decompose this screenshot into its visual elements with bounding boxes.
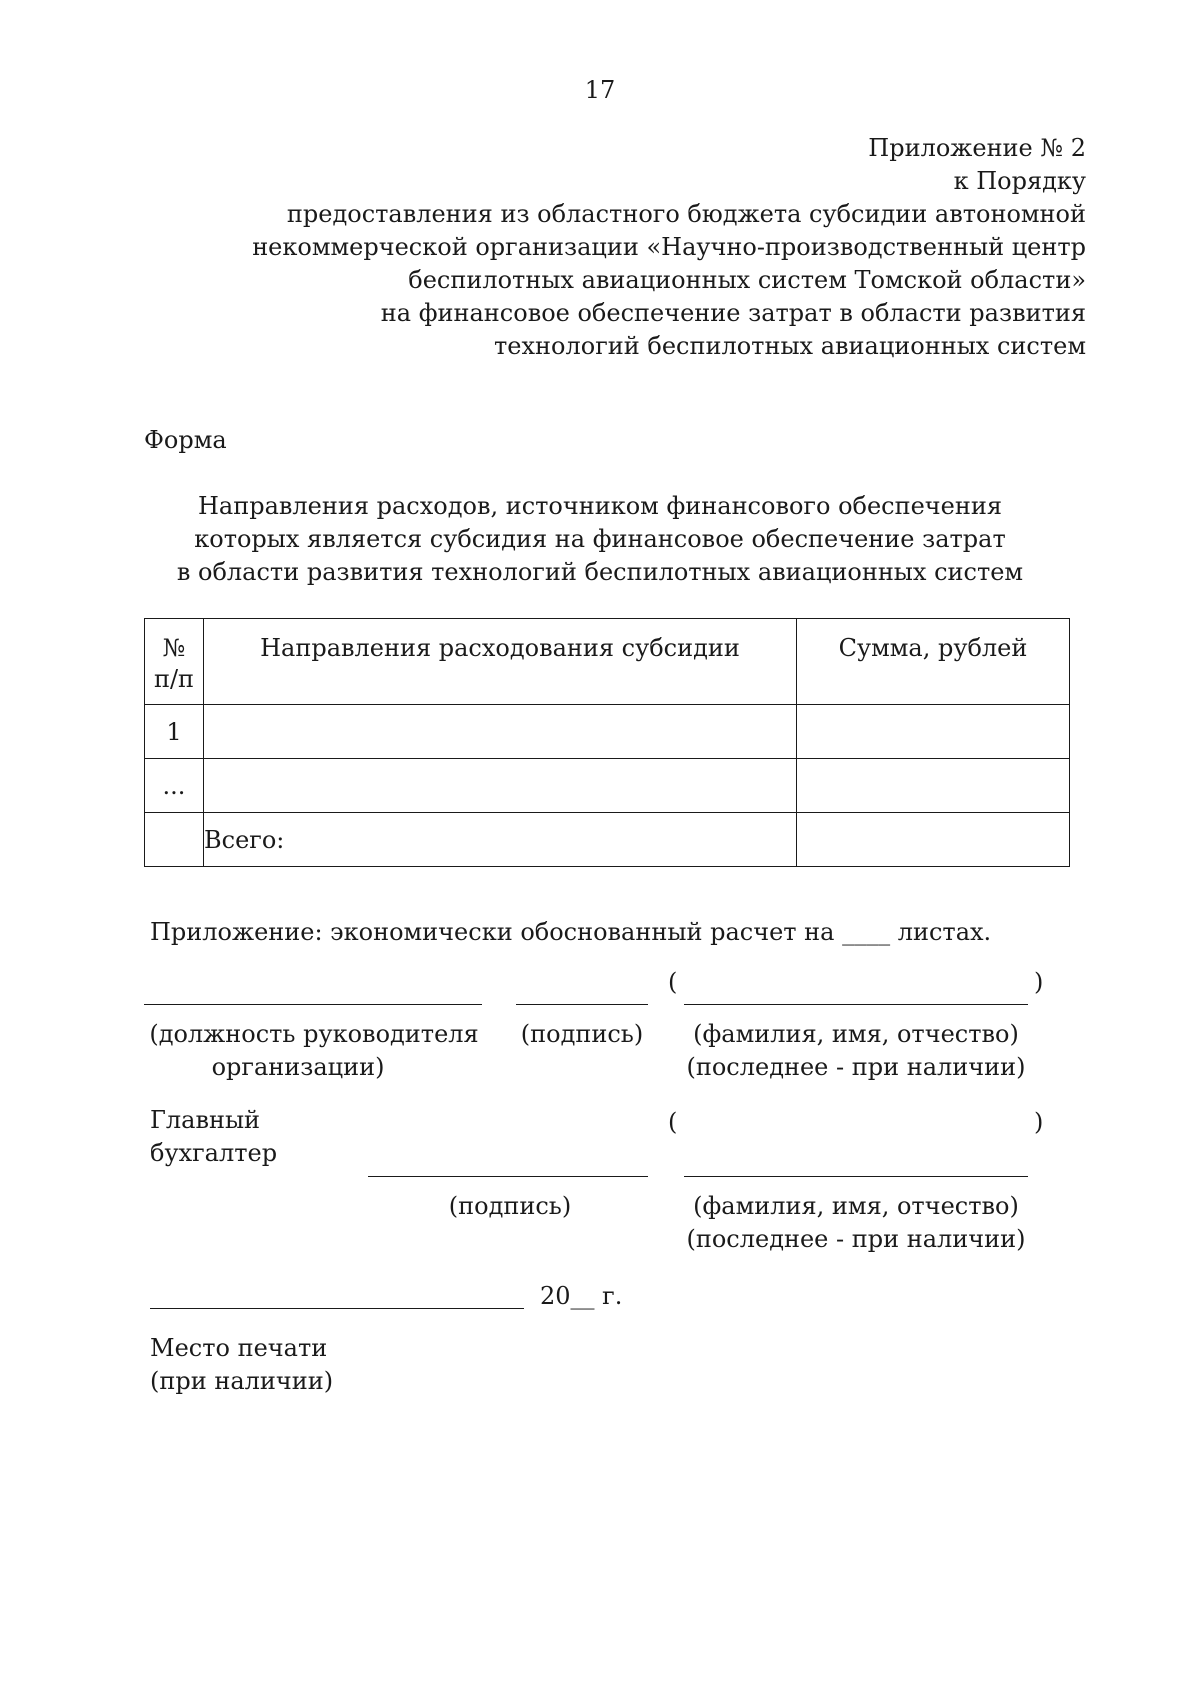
cell-number: ... (145, 759, 204, 813)
cell-direction[interactable] (204, 759, 797, 813)
signature-caption: (подпись) (520, 1020, 644, 1048)
accountant-signature-line[interactable] (368, 1176, 648, 1177)
table-row (145, 759, 1070, 813)
accountant-fio-caption (684, 1190, 1028, 1256)
title-line: Направления расходов, источником финансового обеспечения (197, 492, 1003, 520)
paren-close: ) (1034, 968, 1044, 996)
stamp-line: (при наличии) (150, 1367, 334, 1395)
cell-number (145, 813, 204, 867)
position-line[interactable] (144, 1004, 482, 1005)
header-direction: Направления расходования субсидии (204, 619, 797, 705)
expenses-table (144, 618, 1070, 867)
title-line: в области развития технологий беспилотных авиационных систем (176, 558, 1024, 586)
accountant-fio-line[interactable] (684, 1176, 1028, 1177)
cell-total-label: Всего: (204, 813, 797, 867)
annex-line: Приложение № 2 (868, 134, 1086, 162)
page-number: 17 (584, 76, 616, 104)
fio-caption (684, 1018, 1028, 1084)
caption-line: (последнее - при наличии) (686, 1225, 1026, 1253)
annex-line: некоммерческой организации «Научно-производственный центр (252, 233, 1086, 261)
table-header-row (145, 619, 1070, 705)
cell-direction[interactable] (204, 705, 797, 759)
paren-open: ( (668, 968, 678, 996)
accountant-label (150, 1104, 277, 1170)
accountant-label-line: Главный (150, 1106, 261, 1134)
table-row (145, 705, 1070, 759)
title-line: которых является субсидия на финансовое обеспечение затрат (194, 525, 1006, 553)
cell-total-amount[interactable] (797, 813, 1070, 867)
header-amount: Сумма, рублей (797, 619, 1070, 705)
accountant-label-line: бухгалтер (150, 1139, 278, 1167)
stamp-line: Место печати (150, 1334, 328, 1362)
signature-line[interactable] (516, 1004, 648, 1005)
caption-line: (фамилия, имя, отчество) (693, 1020, 1019, 1048)
table-row-total (145, 813, 1070, 867)
cell-number: 1 (145, 705, 204, 759)
annex-heading (252, 132, 1086, 363)
fio-line[interactable] (684, 1004, 1028, 1005)
caption-line: (последнее - при наличии) (686, 1053, 1026, 1081)
annex-line: на финансовое обеспечение затрат в области развития (380, 299, 1086, 327)
header-number: № п/п (145, 619, 204, 705)
stamp-place (150, 1332, 333, 1398)
paren-close: ) (1034, 1108, 1044, 1136)
annex-line: к Порядку (953, 167, 1086, 195)
annex-line: технологий беспилотных авиационных систем (494, 332, 1086, 360)
caption-line: организации) (211, 1053, 385, 1081)
date-line[interactable] (150, 1308, 524, 1309)
annex-line: беспилотных авиационных систем Томской области» (408, 266, 1086, 294)
head-position-caption (146, 1018, 482, 1084)
cell-amount[interactable] (797, 759, 1070, 813)
caption-line: (фамилия, имя, отчество) (693, 1192, 1019, 1220)
cell-amount[interactable] (797, 705, 1070, 759)
document-title (0, 490, 1200, 589)
attachment-note: Приложение: экономически обоснованный расчет на ____ листах. (150, 918, 992, 946)
form-label: Форма (144, 426, 227, 454)
date-year: 20__ г. (540, 1282, 623, 1310)
paren-open: ( (668, 1108, 678, 1136)
annex-line: предоставления из областного бюджета субсидии автономной (286, 200, 1086, 228)
accountant-signature-caption: (подпись) (448, 1192, 572, 1220)
caption-line: (должность руководителя (149, 1020, 479, 1048)
